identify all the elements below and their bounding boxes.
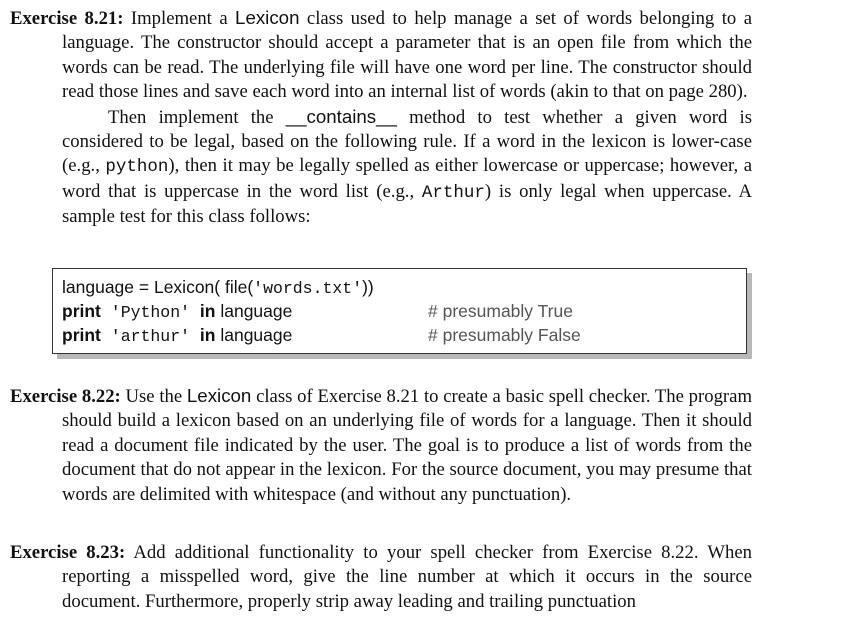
exercise-8-21-paragraph-1 [10,6,752,105]
code-line-2 [62,299,292,323]
exercise-8-21-text-b: class used to help manage a set of words belonging to a language. The constructor should accept a parameter that is an open file from which the words can be read. The underlying file will have one word per line. The constructor should read those lines and save each word into an internal list of words (akin to that on page 280). [62,8,752,103]
code-line-1-string: 'words.txt' [253,279,363,298]
code-line-2-rest: language [215,301,293,321]
arthur-example-word: Arthur [421,182,485,203]
exercise-8-21-heading: Exercise 8.21: [10,8,124,29]
exercise-8-22-text-a: Use the [120,386,187,407]
exercise-8-23 [10,541,752,614]
exercise-8-21-p2-text-a: Then implement the [108,106,286,128]
lexicon-class-name: Lexicon [235,7,300,28]
exercise-8-21-p2-text-d: ) is only legal when uppercase. A sample test for this class follows: [62,180,752,228]
code-line-1-part-b: )) [362,277,374,297]
code-line-3-in-keyword: in [199,325,216,345]
exercise-8-21-p2-text-b: method to test whether a given word is considered to be legal, based on the following rule. If a word in the lexicon is lower-case (e.g., [62,106,752,177]
python-example-word: python [105,157,169,178]
code-line-3-rest: language [215,325,293,345]
code-line-2-in-keyword: in [199,301,216,321]
exercise-8-21 [10,6,752,230]
code-line-3-keyword: print [62,325,101,345]
contains-method-name: __contains__ [285,105,397,127]
code-sample-box [52,268,747,354]
code-line-2-keyword: print [62,301,101,321]
code-line-3-string: 'arthur' [100,327,200,346]
code-line-3 [62,323,292,347]
code-line-1-part-a: language = Lexicon( file( [62,277,254,297]
code-line-2-comment: # presumably True [428,301,573,321]
code-line-2-string: 'Python' [100,303,200,322]
exercise-8-21-text-a: Implement a [123,8,236,29]
exercise-8-22 [10,384,752,507]
exercise-8-23-text-a: Add additional functionality to your spell checker from Exercise 8.22. When reporting a misspelled word, give the line number at which it occurs in the source document. Furthermore, properly strip away leading and trailing punctuation [62,542,752,612]
code-line-3-comment: # presumably False [428,325,581,345]
exercise-8-22-text-b: class of Exercise 8.21 to create a basic spell checker. The program should build a lexicon based on an underlying file of words for a language. Then it should read a document file indicated by the user. The goal is to produce a list of words from the document that do not appear in the lexicon. For the source document, you may presume that words are delimited with whitespace (and without any punctuation). [62,386,752,505]
lexicon-class-name-2: Lexicon [186,385,252,406]
exercise-8-21-paragraph-2 [10,105,752,230]
code-line-1 [62,275,374,299]
exercise-8-23-heading: Exercise 8.23: [10,542,126,563]
exercise-8-21-p2-text-c: ), then it may be legally spelled as either lowercase or uppercase; however, a word that is uppercase in the word list (e.g., [62,155,752,202]
exercise-8-22-heading: Exercise 8.22: [10,386,121,407]
